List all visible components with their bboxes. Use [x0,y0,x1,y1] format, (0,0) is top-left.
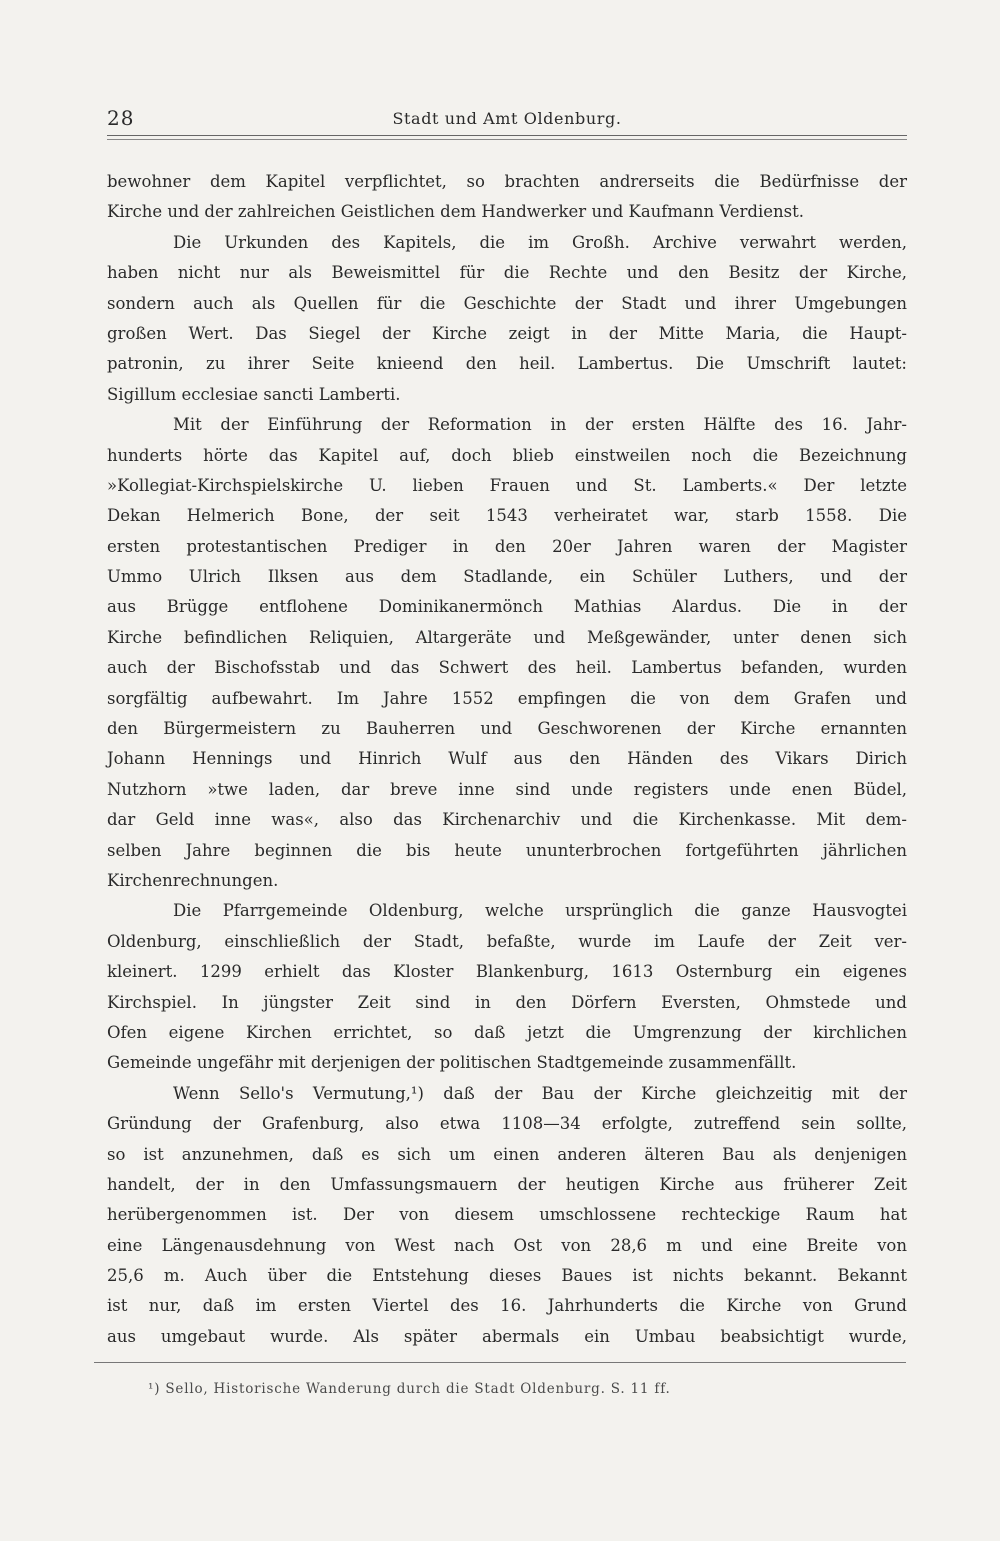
text-line: so ist anzunehmen, daß es sich um einen anderen älteren Bau als denjenigen [107,1144,907,1164]
text-line: haben nicht nur als Beweismittel für die Rechte und den Besitz der Kirche, [107,263,907,283]
text-line: Nutzhorn »twe laden, dar breve inne sind unde registers unde enen Büdel, [107,779,907,799]
text-line: 25,6 m. Auch über die Entstehung dieses Baues ist nichts bekannt. Bekannt [107,1266,907,1286]
text-line: Johann Hennings und Hinrich Wulf aus den Händen des Vikars Dirich [107,749,907,769]
text-line: herübergenommen ist. Der von diesem umschlossene rechteckige Raum hat [107,1205,907,1225]
page-header [107,106,907,140]
text-line: handelt, der in den Umfassungsmauern der heutigen Kirche aus früherer Zeit [107,1174,907,1194]
text-line: bewohner dem Kapitel verpflichtet, so brachten andrerseits die Bedürfnisse der [107,172,907,191]
text-line: Kirchspiel. In jüngster Zeit sind in den Dörfern Eversten, Ohmstede und [107,992,907,1012]
text-line: patronin, zu ihrer Seite knieend den heil. Lambertus. Die Umschrift lautet: [107,354,907,374]
header-rule [107,135,907,136]
text-line: aus umgebaut wurde. Als später abermals ein Umbau beabsichtigt wurde, [107,1326,907,1346]
text-line: Gründung der Grafenburg, also etwa 1108—34 erfolgte, zutreffend sein sollte, [107,1114,907,1134]
text-line: großen Wert. Das Siegel der Kirche zeigt in der Mitte Maria, die Haupt- [107,323,907,343]
text-line: den Bürgermeistern zu Bauherren und Geschworenen der Kirche ernannten [107,719,907,739]
text-line: dar Geld inne was«, also das Kirchenarchiv und die Kirchenkasse. Mit dem- [107,810,907,830]
text-line: sondern auch als Quellen für die Geschichte der Stadt und ihrer Umgebungen [107,293,907,313]
text-line: Gemeinde ungefähr mit derjenigen der politischen Stadtgemeinde zusammenfällt. [107,1053,797,1073]
text-line: Wenn Sello's Vermutung,¹) daß der Bau der Kirche gleichzeitig mit der [173,1083,907,1103]
text-line: »Kollegiat-Kirchspielskirche U. lieben Frauen und St. Lamberts.« Der letzte [107,475,907,495]
text-line: Sigillum ecclesiae sancti Lamberti. [107,384,401,404]
footnote: ¹) Sello, Historische Wanderung durch die Stadt Oldenburg. S. 11 ff. [148,1381,671,1397]
text-line: ist nur, daß im ersten Viertel des 16. Jahrhunderts die Kirche von Grund [107,1296,907,1316]
text-line: aus Brügge entflohene Dominikanermönch Mathias Alardus. Die in der [107,597,907,617]
footnote-rule [94,1362,906,1363]
text-line: Kirche befindlichen Reliquien, Altargeräte und Meßgewänder, unter denen sich [107,627,907,647]
text-line: Die Pfarrgemeinde Oldenburg, welche ursprünglich die ganze Hausvogtei [173,901,907,921]
text-line: Ummo Ulrich Ilksen aus dem Stadlande, ein Schüler Luthers, und der [107,567,907,587]
text-line: Oldenburg, einschließlich der Stadt, befaßte, wurde im Laufe der Zeit ver- [107,931,907,951]
text-line: eine Längenausdehnung von West nach Ost von 28,6 m und eine Breite von [107,1235,907,1255]
text-line: Mit der Einführung der Reformation in der ersten Hälfte des 16. Jahr- [173,415,907,435]
page-number: 28 [107,106,135,130]
text-line: selben Jahre beginnen die bis heute ununterbrochen fortgeführten jährlichen [107,840,907,860]
text-line: Dekan Helmerich Bone, der seit 1543 verheiratet war, starb 1558. Die [107,506,907,526]
text-line: auch der Bischofsstab und das Schwert des heil. Lambertus befanden, wurden [107,658,907,678]
text-line: Kirchenrechnungen. [107,870,279,890]
text-line: sorgfältig aufbewahrt. Im Jahre 1552 empfingen die von dem Grafen und [107,688,907,708]
text-line: kleinert. 1299 erhielt das Kloster Blankenburg, 1613 Osternburg ein eigenes [107,962,907,982]
running-title: Stadt und Amt Oldenburg. [392,109,622,128]
text-line: hunderts hörte das Kapitel auf, doch blieb einstweilen noch die Bezeichnung [107,445,907,465]
text-line: Die Urkunden des Kapitels, die im Großh. Archive verwahrt werden, [173,232,907,252]
body-text [107,167,907,1352]
text-line: Ofen eigene Kirchen errichtet, so daß jetzt die Umgrenzung der kirchlichen [107,1022,907,1042]
header-rule-double [107,139,907,140]
text-line: ersten protestantischen Prediger in den 20er Jahren waren der Magister [107,536,907,556]
text-line: Kirche und der zahlreichen Geistlichen dem Handwerker und Kaufmann Verdienst. [107,202,805,222]
